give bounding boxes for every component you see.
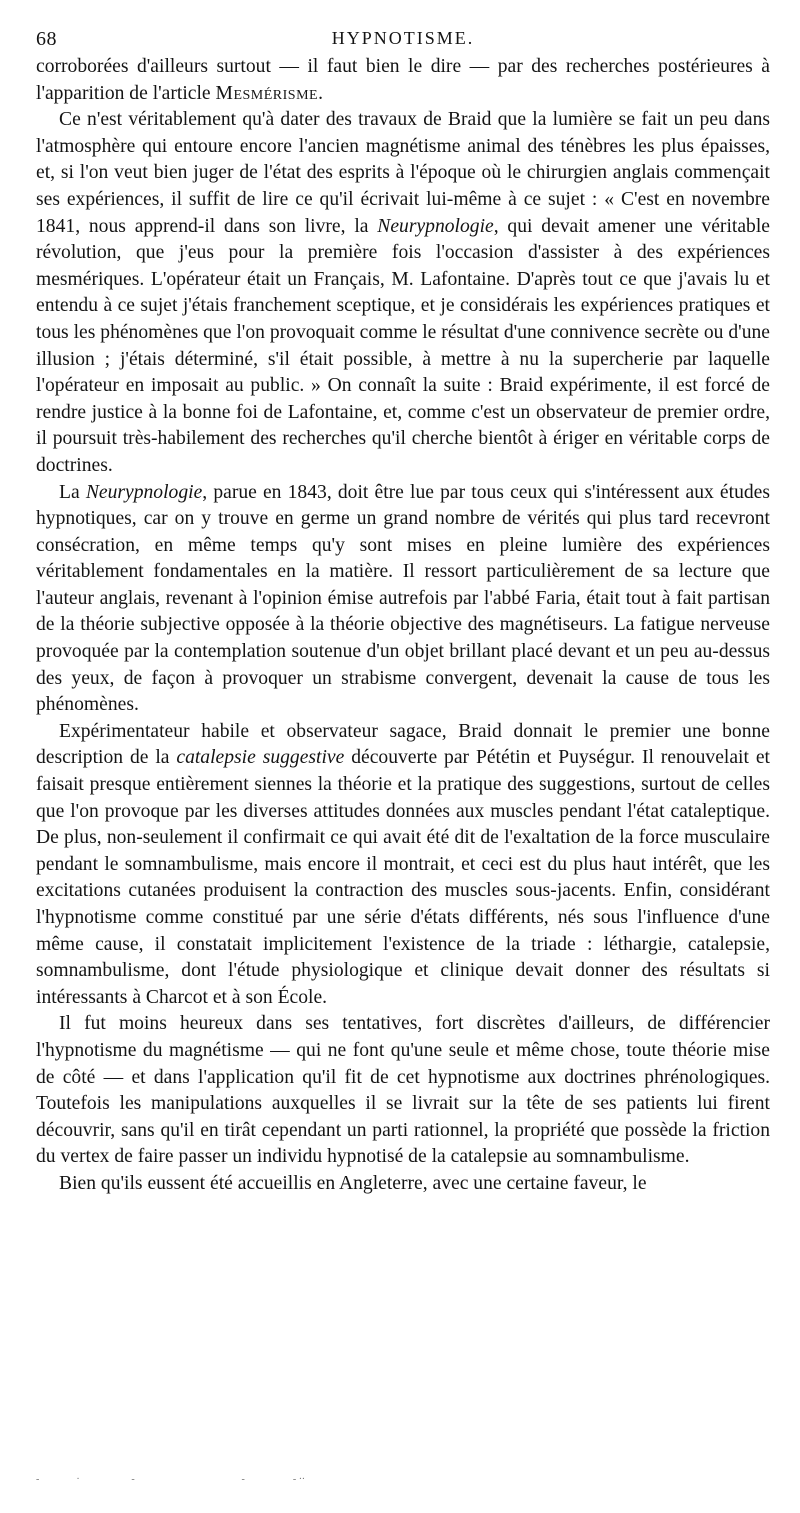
paragraph-p6	[36, 1171, 770, 1198]
running-head	[36, 26, 770, 54]
text-run: Il fut moins heureux dans ses tentatives, fort discrètes d'ailleurs, de différencier l'hypnotisme du magnétisme — qui ne font qu'une seule et même chose, toute théorie mise de côté — et dans l'application qu'il fit de cet hypnotisme aux doctrines phrénologiques. Toutefois les manipulations auxquelles il se livrait sur la tête de ses patients lui firent découvrir, sans qu'il en tirât cependant un parti rationnel, la propriété que possède la friction du vertex de faire passer un individu hypnotisé de la catalepsie au somnambulisme.	[36, 1013, 770, 1168]
book-page	[36, 26, 770, 1198]
text-run: Ce n'est véritablement qu'à dater des travaux de Braid que la lumière se fait un peu dans l'atmosphère qui entoure encore l'ancien magnétisme animal des ténèbres les plus épaisses, et, si l'on veut bien juger de l'état des esprits à l'époque où le chirurgien anglais commençait ses expériences, il suffit de lire ce qu'il écrivait lui-même à ce sujet : « C'est en novembre 1841, nous apprend-il dans son livre, la	[36, 109, 770, 237]
paragraph-p5	[36, 1011, 770, 1171]
footer-mark: -	[241, 1474, 245, 1485]
paragraph-p1	[36, 54, 770, 107]
text-run: Bien qu'ils eussent été accueillis en Angleterre, avec une certaine faveur, le	[59, 1172, 647, 1194]
footer-mark: - ·	[292, 1474, 303, 1485]
paragraph-p3	[36, 480, 770, 719]
text-run: Expérimentateur habile et observateur sagace, Braid donnait le premier une bonne description de la	[36, 720, 770, 769]
text-smallcaps: Mesmérisme	[215, 82, 319, 104]
paragraph-p4	[36, 719, 770, 1012]
text-italic: Neurypnologie	[377, 215, 494, 237]
text-run: .	[318, 82, 323, 104]
footer-mark: -	[36, 1474, 40, 1485]
text-italic: catalepsie suggestive	[176, 747, 345, 769]
paragraph-p2	[36, 107, 770, 479]
footer-marks	[36, 1474, 770, 1486]
text-run: , parue en 1843, doit être lue par tous ceux qui s'intéressent aux études hypnotiques, car on y trouve en germe un grand nombre de vérités qui plus tard recevront consécration, en même temps qu'y sont mises en pleine lumière des expériences véritablement fondamentales en la matière. Il ressort particulièrement de sa lecture que l'auteur anglais, revenant à l'opinion émise autrefois par l'abbé Faria, était tout à fait partisan de la théorie subjective opposée à la théorie objective des magnétiseurs. La fatigue nerveuse provoquée par la contemplation soutenue d'un objet brillant placé devant et un peu au-dessus des yeux, de façon à provoquer un strabisme convergent, devenait la cause de tous les phénomènes.	[36, 481, 770, 716]
text-run: découverte par Pététin et Puységur. Il renouvelait et faisait presque entièrement siennes la théorie et la pratique des suggestions, surtout de celles que l'on provoque par les diverses attitudes données aux muscles pendant l'état cataleptique. De plus, non-seulement il confirmait ce qui avait été dit de l'exaltation de la force musculaire pendant le somnambulisme, mais encore il montrait, et ceci est du plus haut intérêt, que les excitations cutanées produisent la contraction des muscles sous-jacents. Enfin, considérant l'hypnotisme comme constitué par une série d'états différents, nés sous l'influence d'une même cause, il constatait implicitement l'existence de la triade : léthargie, catalepsie, somnambulisme, dont l'étude physiologique et clinique devait donner des résultats si intéressants à Charcot et à son École.	[36, 747, 770, 1008]
text-run: La	[59, 481, 86, 503]
footer-mark: ·	[301, 1474, 306, 1485]
text-italic: Neurypnologie	[85, 481, 203, 503]
running-title: HYPNOTISME.	[331, 28, 475, 48]
text-run: corroborées d'ailleurs surtout — il faut bien le dire — par des recherches postérieures à l'apparition de l'article	[36, 56, 770, 104]
body-text	[36, 54, 770, 1198]
page-number: 68	[36, 28, 57, 50]
text-run: , qui devait amener une véritable révolution, que j'eus pour la première fois l'occasion d'assister à des expériences mesmériques. L'opérateur était un Français, M. Lafontaine. D'après tout ce que j'avais lu et entendu à ce sujet j'étais franchement sceptique, et je considérais les expériences pratiques et tous les phénomènes que l'on provoquait comme le résultat d'une connivence secrète ou d'une illusion ; j'étais déterminé, s'il était possible, à mettre à nu la supercherie par laquelle l'opérateur en imposait au public. » On connaît la suite : Braid expérimente, il est forcé de rendre justice à la bonne foi de Lafontaine, et, comme c'est un observateur de premier ordre, il poursuit très-habilement des recherches qu'il cherche bientôt à ériger en véritable corps de doctrines.	[36, 215, 770, 476]
footer-mark: ·	[76, 1474, 80, 1485]
footer-mark: -	[131, 1474, 135, 1485]
